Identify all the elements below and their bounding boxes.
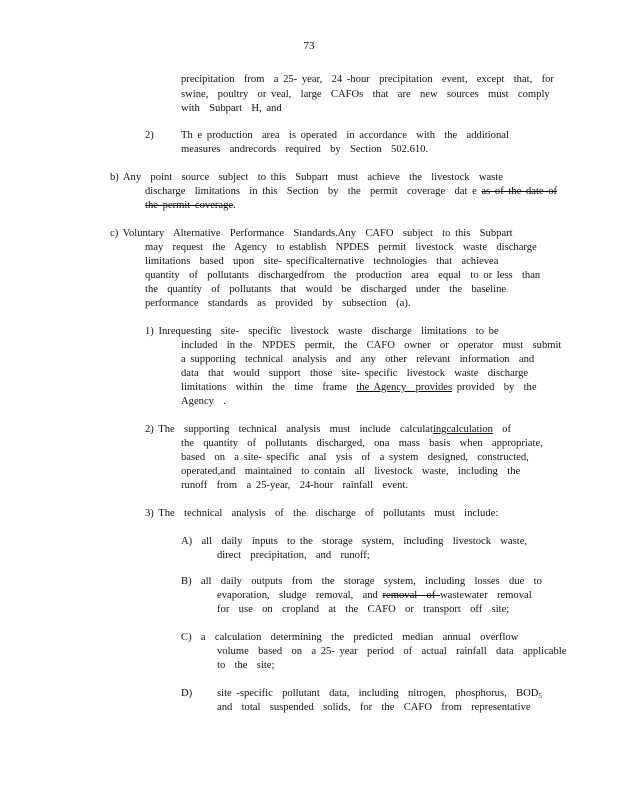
para-B-line-2-end: wastewater removal (440, 590, 532, 601)
para-B-line-3: for use on cropland at the CAFO or transport off site; (217, 604, 510, 615)
intro-line-2: swine, poultry or veal, large CAFOs that are new sources must comply (181, 89, 550, 100)
para-c1-line-5-end: provided by the (452, 382, 537, 393)
struck-text: as of the date of (481, 186, 558, 197)
para-b-line-2-text: discharge limitations in this Section by the permit coverage dat e (145, 186, 482, 197)
para-c1-line-4: data that would support those site- specific livestock waste discharge (181, 368, 529, 379)
para-c2-line-2: the quantity of pollutants discharged, ona mass basis when appropriate, (181, 438, 543, 449)
para-b-period: . (233, 200, 236, 211)
intro-line-1: precipitation from a 25- year, 24 -hour precipitation event, except that, for (181, 74, 554, 85)
para-A-line-1: A) all daily inputs to the storage system, including livestock waste, (181, 536, 528, 547)
para-b-line-3 (145, 200, 236, 212)
para-B-line-2 (217, 590, 532, 602)
para-b-line-1: b) Any point source subject to this Subpart must achieve the livestock waste (110, 172, 503, 183)
para-c1-line-5 (181, 382, 537, 394)
struck-text: the permit coverage (145, 200, 234, 211)
para-c2-line-1-end: of (492, 424, 512, 435)
para-c-line-3: limitations based upon site- specificalternative technologies that achievea (145, 256, 499, 267)
para-C-line-1: C) a calculation determining the predicted median annual overflow (181, 632, 519, 643)
para-B-line-1: B) all daily outputs from the storage system, including losses due to (181, 576, 542, 587)
intro-line-3: with Subpart H, and (181, 103, 282, 114)
para-b-line-2 (145, 186, 557, 198)
para-c2-line-1-text: 2) The supporting technical analysis must include calculat (145, 424, 433, 435)
para-B-line-2-text: evaporation, sludge removal, and (217, 590, 383, 601)
para-D-line-1-text: site -specific pollutant data, including nitrogen, phosphorus, BOD (217, 688, 539, 699)
inserted-text: ingcalculation (432, 424, 493, 435)
para-c3-line-1: 3) The technical analysis of the discharge of pollutants must include: (145, 508, 499, 519)
para-c2-line-4: operated,and maintained to contain all livestock waste, including the (181, 466, 521, 477)
inserted-text: the Agency provides (356, 382, 453, 393)
para-c-line-5: the quantity of pollutants that would be discharged under the baseline (145, 284, 507, 295)
para-c-line-6: performance standards as provided by subsection (a). (145, 298, 411, 309)
para-C-line-2: volume based on a 25- year period of actual rainfall data applicable (217, 646, 567, 657)
para-c2-line-5: runoff from a 25-year, 24-hour rainfall event. (181, 480, 409, 491)
para-c1-line-6: Agency . (181, 396, 226, 407)
para-c2-line-3: based on a site- specific anal ysis of a system designed, constructed, (181, 452, 529, 463)
para-A-line-2: direct precipitation, and runoff; (217, 550, 370, 561)
para-c-line-2: may request the Agency to establish NPDES permit livestock waste discharge (145, 242, 537, 253)
para-c2-line-1 (145, 424, 511, 436)
subscript: 5 (538, 692, 542, 700)
para-c1-line-5-text: limitations within the time frame (181, 382, 357, 393)
item-2-line-2: measures andrecords required by Section 502.610. (181, 144, 429, 155)
item-2-number: 2) (145, 130, 154, 141)
para-c1-line-3: a supporting technical analysis and any other relevant information and (181, 354, 535, 365)
para-c-line-4: quantity of pollutants dischargedfrom the production area equal to or less than (145, 270, 541, 281)
page-number: 73 (303, 40, 315, 52)
para-D-label: D) (181, 688, 193, 699)
para-c1-line-2: included in the NPDES permit, the CAFO owner or operator must submit (181, 340, 562, 351)
struck-text: removal of (382, 590, 440, 601)
para-c-line-1: c) Voluntary Alternative Performance Standards.Any CAFO subject to this Subpart (110, 228, 513, 239)
para-D-line-1 (217, 688, 542, 702)
item-2-line-1: Th e production area is operated in accordance with the additional (181, 130, 509, 141)
para-c1-line-1: 1) Inrequesting site- specific livestock waste discharge limitations to be (145, 326, 499, 337)
para-C-line-3: to the site; (217, 660, 275, 671)
para-D-line-2: and total suspended solids, for the CAFO from representative (217, 702, 531, 713)
